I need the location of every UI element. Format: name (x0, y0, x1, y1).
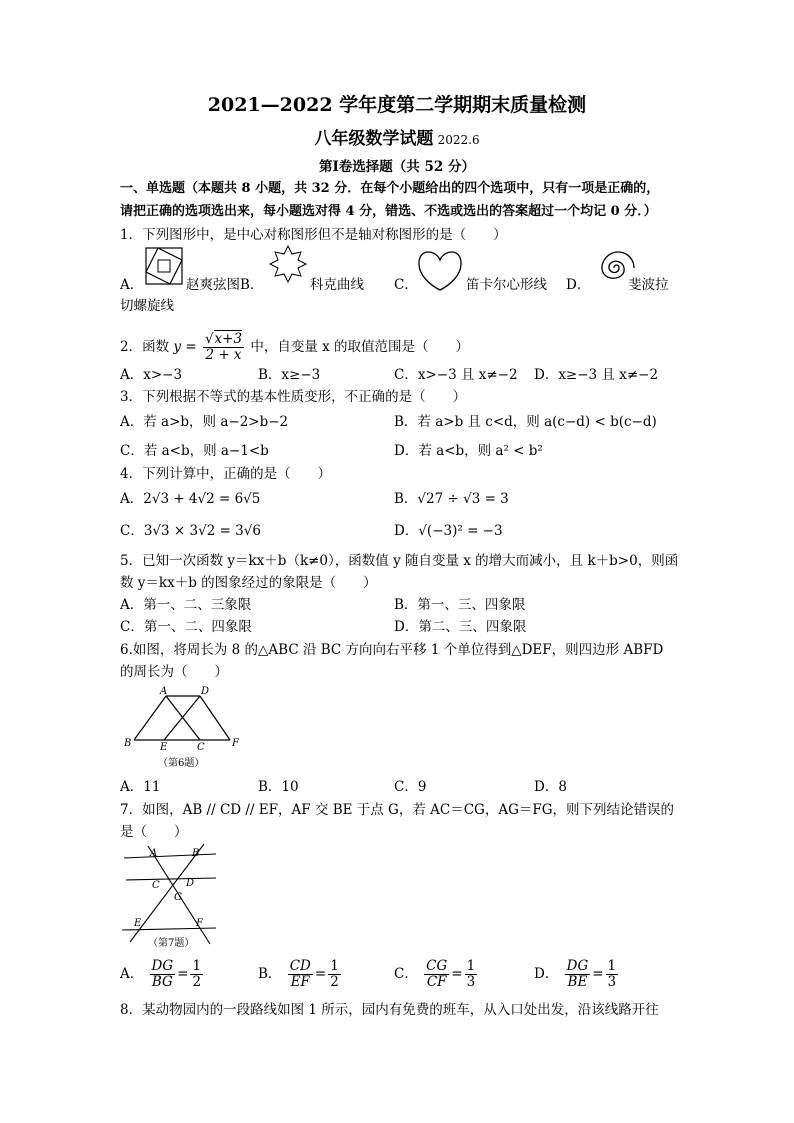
q2-option-c: C．x>−3 且 x≠−2 (394, 367, 518, 383)
q5-stem-1: 5．已知一次函数 y＝kx＋b（k≠0），函数值 y 随自变量 x 的增大而减小，且 k＋b>0，则函 (120, 553, 679, 569)
q7-label-e: E (134, 918, 142, 929)
q7-label-g: G (174, 892, 182, 903)
q7-option-b-den: EF (290, 974, 310, 990)
q5-option-a: A．第一、二、三象限 (120, 597, 252, 613)
q6-option-d: D．8 (534, 779, 567, 795)
q5-option-c: C．第一、二、四象限 (120, 619, 252, 635)
q7-option-a-val-n: 1 (192, 958, 202, 974)
q6-label-e: E (160, 742, 168, 753)
q5-option-b: B．第一、三、四象限 (394, 597, 526, 613)
q2-function-fraction: $\frac{√x+3}{2 + x}$ (204, 331, 243, 363)
q1-option-c-text: 笛卡尔心形线 (466, 277, 547, 293)
q7-caption: （第7题） (148, 938, 195, 949)
part-title: 第Ⅰ卷选择题（共 52 分） (318, 159, 475, 175)
q4-option-a: A．2√3 + 4√2 = 6√5 (120, 491, 261, 507)
q1-option-d-letter: D． (566, 277, 591, 293)
q5-option-d: D．第二、三、四象限 (394, 619, 527, 635)
q3-option-b: B．若 a>b 且 c<d，则 a(c−d) < b(c−d) (394, 414, 657, 430)
q1-option-b-text: 科克曲线 (310, 277, 364, 293)
q3-option-a: A．若 a>b，则 a−2>b−2 (120, 414, 289, 430)
q6-label-d: D (201, 686, 210, 697)
q7-label-a: A (150, 848, 158, 859)
q6-figure (118, 684, 248, 772)
q7-label-f: F (196, 918, 203, 929)
q1-stem: 1．下列图形中，是中心对称图形但不是轴对称图形的是（ ） (120, 227, 507, 243)
q7-option-d-val-d: 3 (607, 974, 617, 990)
cardioid-icon (416, 246, 464, 292)
q6-label-c: C (197, 742, 205, 753)
section-instructions-2: 请把正确的选项选出来，每小题选对得 4 分，错选、不选或选出的答案超过一个均记 0 分．） (120, 204, 657, 219)
q7-option-b-num: CD (289, 958, 311, 974)
q2-stem: 2．函数 y = $\frac{√x+3}{2 + x}$ 中，自变量 x 的取值范围是（ ） (120, 331, 470, 363)
q2-suffix: 中，自变量 x 的取值范围是（ ） (250, 339, 470, 355)
q2-prefix: 2．函数 (120, 339, 170, 355)
zhao-shuang-diagram-icon (144, 246, 184, 286)
q6-label-f: F (232, 738, 239, 749)
q7-option-a-val-d: 2 (192, 974, 202, 990)
q4-stem: 4．下列计算中，正确的是（ ） (120, 466, 332, 482)
q7-option-b-val-d: 2 (330, 974, 339, 990)
q7-option-d-val-n: 1 (607, 958, 617, 974)
q6-option-c: C．9 (394, 779, 427, 795)
q4-option-b: B．√27 ÷ √3 = 3 (394, 491, 509, 507)
q7-option-c-den: CF (426, 974, 447, 990)
q7-option-b-val-n: 1 (330, 958, 339, 974)
q3-stem: 3．下列根据不等式的基本性质变形，不正确的是（ ） (120, 389, 467, 405)
q7-stem-2: 是（ ） (120, 824, 188, 840)
q7-option-d-den: BE (567, 974, 588, 990)
exam-title: 2021—2022 学年度第二学期期末质量检测 (207, 94, 587, 116)
q7-option-c: C． $\frac{CG}{CF}$ = $\frac{1}{3}$ (394, 958, 476, 990)
q7-label-b: B (192, 848, 200, 859)
q2-option-a: A．x>−3 (120, 367, 183, 383)
q4-option-d: D．√(−3)² = −3 (394, 523, 503, 539)
q7-option-a-letter: A． (120, 966, 144, 982)
q7-label-c: C (152, 880, 160, 891)
q7-option-a-den: BG (151, 974, 173, 990)
q6-stem-2: 的周长为（ ） (120, 664, 228, 680)
q7-option-d-num: DG (566, 958, 589, 974)
exam-subtitle: 八年级数学试题 (314, 129, 434, 149)
q8-stem: 8．某动物园内的一段路线如图 1 所示，园内有免费的班车，从入口处出发，沿该线路开往 (120, 1002, 659, 1018)
q1-option-a-letter: A． (120, 277, 144, 293)
q6-stem-1: 6.如图，将周长为 8 的△ABC 沿 BC 方向向右平移 1 个单位得到△DEF，则四边形 ABFD (120, 642, 664, 658)
q6-option-b: B．10 (258, 779, 299, 795)
q1-option-a-text: 赵爽弦图B． (186, 277, 264, 293)
q1-option-d-wrap: 切螺旋线 (120, 298, 174, 314)
q5-stem-2: 数 y＝kx＋b 的图象经过的象限是（ ） (120, 575, 377, 591)
q7-figure (116, 842, 226, 952)
q6-label-b: B (124, 738, 132, 749)
q7-option-a-num: DG (151, 958, 174, 974)
q7-option-b-letter: B． (258, 966, 282, 982)
q7-option-d-letter: D． (534, 966, 559, 982)
q7-option-c-letter: C． (394, 966, 418, 982)
q1-option-c-letter: C． (394, 277, 418, 293)
q7-option-d: D． $\frac{DG}{BE}$ = $\frac{1}{3}$ (534, 958, 617, 990)
q2-option-d: D．x≥−3 且 x≠−2 (534, 367, 659, 383)
q4-option-c: C．3√3 × 3√2 = 3√6 (120, 523, 261, 539)
q7-option-a: A． $\frac{DG}{BG}$ = $\frac{1}{2}$ (120, 958, 202, 990)
q7-stem-1: 7．如图，AB // CD // EF，AF 交 BE 于点 G，若 AC＝CG，AG＝FG，则下列结论错误的 (120, 802, 675, 818)
q3-option-c: C．若 a<b，则 a−1<b (120, 443, 269, 459)
q2-option-b: B．x≥−3 (258, 367, 321, 383)
q7-option-c-num: CG (426, 958, 448, 974)
koch-curve-icon (268, 244, 308, 284)
q6-label-a: A (160, 686, 168, 697)
q7-option-c-val-n: 1 (466, 958, 476, 974)
exam-date: 2022.6 (437, 133, 480, 147)
exam-subtitle-line (0, 130, 794, 149)
q7-option-c-val-d: 3 (466, 974, 476, 990)
q1-option-d-text: 斐波拉 (628, 277, 669, 293)
q6-option-a: A．11 (120, 779, 161, 795)
q7-label-d: D (186, 878, 195, 889)
q7-option-b: B． $\frac{CD}{EF}$ = $\frac{1}{2}$ (258, 958, 339, 990)
section-instructions-1: 一、单选题（本题共 8 小题，共 32 分．在每个小题给出的四个选项中，只有一项是正确的， (120, 181, 660, 196)
q3-option-d: D．若 a<b，则 a² < b² (394, 443, 543, 459)
q6-caption: （第6题） (158, 758, 205, 769)
